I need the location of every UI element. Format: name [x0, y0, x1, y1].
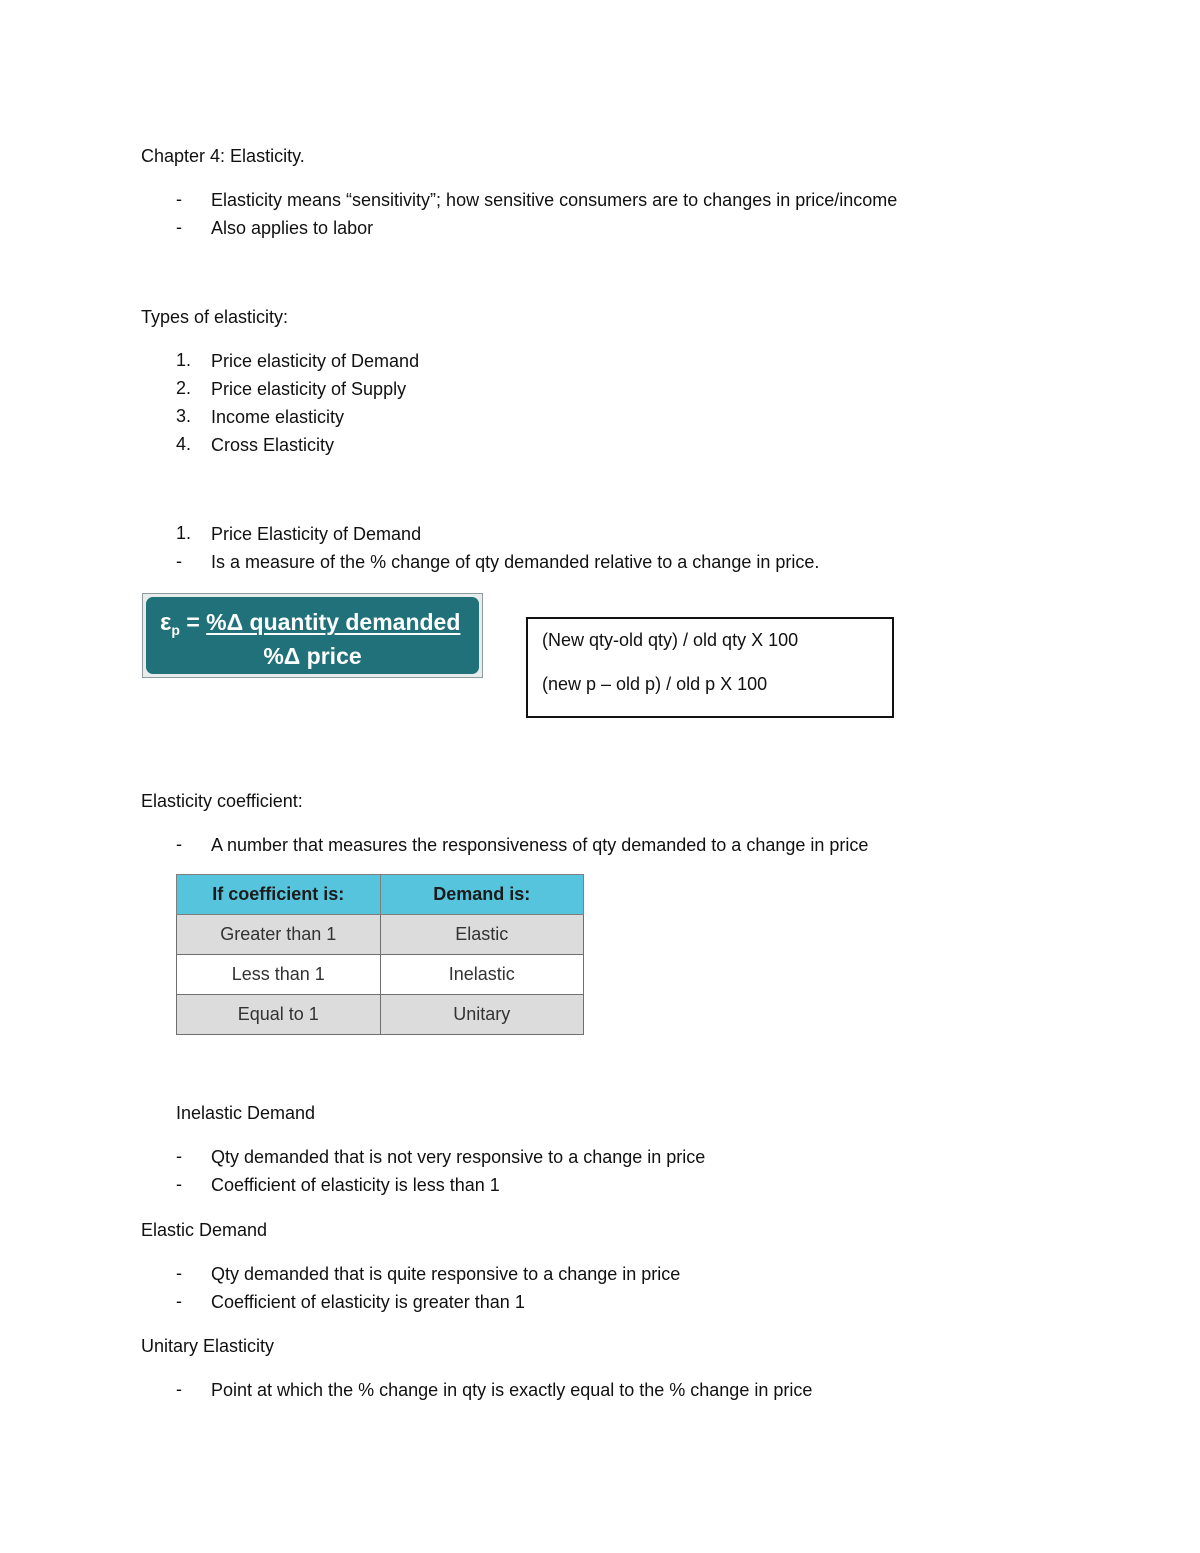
formula-numerator: %Δ quantity demanded [206, 609, 461, 635]
types-item-income: Income elasticity [211, 407, 345, 427]
types-item-cross: Cross Elasticity [211, 435, 335, 455]
formula-image [142, 593, 483, 678]
coefficient-table [176, 874, 584, 1035]
formula-panel [146, 597, 479, 674]
bullet-dash: - [176, 834, 182, 854]
calculation-box [526, 617, 894, 718]
intro-bullet-sensitivity: Elasticity means “sensitivity”; how sensitive consumers are to changes in price/income [211, 190, 898, 210]
intro-bullet-labor: Also applies to labor [211, 218, 374, 238]
coefficient-bullet: A number that measures the responsiveness of qty demanded to a change in price [211, 835, 869, 855]
ped-title: Price Elasticity of Demand [211, 524, 422, 544]
elastic-bullet: Qty demanded that is quite responsive to a change in price [211, 1264, 681, 1284]
epsilon-symbol: ε [160, 609, 172, 636]
bullet-dash: - [176, 189, 182, 209]
unitary-bullet: Point at which the % change in qty is exactly equal to the % change in price [211, 1380, 813, 1400]
calc-quantity-formula: (New qty-old qty) / old qty X 100 [542, 630, 799, 650]
chapter-title: Chapter 4: Elasticity. [141, 146, 305, 166]
types-item-demand: Price elasticity of Demand [211, 351, 420, 371]
bullet-dash: - [176, 1263, 182, 1283]
inelastic-heading: Inelastic Demand [176, 1103, 316, 1123]
bullet-dash: - [176, 1291, 182, 1311]
table-cell: Unitary [380, 995, 583, 1035]
table-cell: Less than 1 [177, 955, 381, 995]
coefficient-heading: Elasticity coefficient: [141, 791, 303, 811]
elastic-bullet: Coefficient of elasticity is greater than 1 [211, 1292, 525, 1312]
ped-definition: Is a measure of the % change of qty demanded relative to a change in price. [211, 552, 820, 572]
table-row [177, 955, 584, 995]
list-number: 4. [176, 434, 192, 454]
list-number: 3. [176, 406, 192, 426]
bullet-dash: - [176, 1174, 182, 1194]
types-item-supply: Price elasticity of Supply [211, 379, 407, 399]
table-header-cell: Demand is: [380, 875, 583, 915]
table-cell: Inelastic [380, 955, 583, 995]
types-heading: Types of elasticity: [141, 307, 289, 327]
unitary-heading: Unitary Elasticity [141, 1336, 275, 1356]
bullet-dash: - [176, 217, 182, 237]
table-header-cell: If coefficient is: [177, 875, 381, 915]
table-cell: Equal to 1 [177, 995, 381, 1035]
list-number: 1. [176, 350, 192, 370]
bullet-dash: - [176, 551, 182, 571]
inelastic-bullet: Coefficient of elasticity is less than 1 [211, 1175, 500, 1195]
formula-denominator: %Δ price [263, 643, 362, 669]
formula-equals: = [179, 609, 207, 635]
list-number: 1. [176, 523, 192, 543]
bullet-dash: - [176, 1146, 182, 1166]
epsilon-subscript: p [171, 622, 180, 638]
table-row [177, 915, 584, 955]
table-cell: Greater than 1 [177, 915, 381, 955]
table-cell: Elastic [380, 915, 583, 955]
elastic-heading: Elastic Demand [141, 1220, 268, 1240]
calc-price-formula: (new p – old p) / old p X 100 [542, 674, 768, 694]
table-header-row [177, 875, 584, 915]
bullet-dash: - [176, 1379, 182, 1399]
formula-numerator-line [160, 609, 460, 638]
inelastic-bullet: Qty demanded that is not very responsive to a change in price [211, 1147, 706, 1167]
list-number: 2. [176, 378, 192, 398]
table-row [177, 995, 584, 1035]
